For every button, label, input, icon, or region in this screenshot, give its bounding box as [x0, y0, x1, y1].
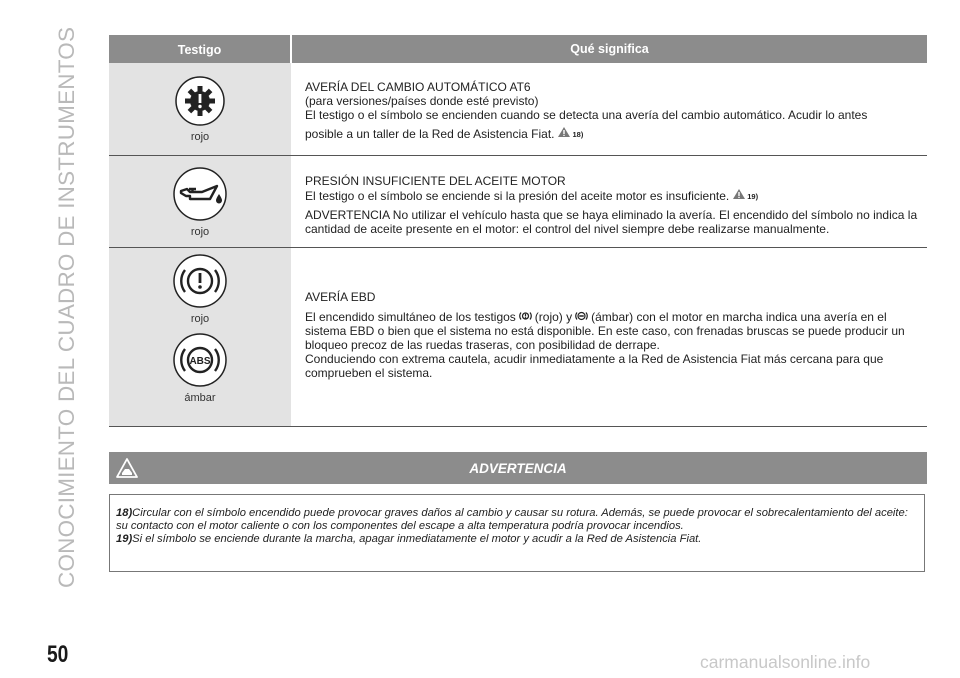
row-body-line — [305, 188, 927, 204]
table-row — [109, 156, 927, 248]
note-19 — [116, 533, 918, 546]
page-number: 50 — [47, 641, 69, 668]
row-body: El testigo o el símbolo se encienden cuando se detecta una avería del cambio automático. Acudir lo antes — [305, 108, 868, 122]
icon-caption: rojo — [190, 313, 210, 325]
abs-label: ABS — [189, 356, 211, 367]
abs-icon — [172, 332, 228, 388]
abs-inline-icon — [574, 309, 589, 323]
advertencia-header — [109, 452, 927, 484]
row-title: AVERÍA DEL CAMBIO AUTOMÁTICO AT6 — [305, 80, 531, 94]
note-reference: 19) — [747, 192, 759, 201]
warning-triangle-icon — [732, 188, 746, 200]
section-side-title: CONOCIMIENTO DEL CUADRO DE INSTRUMENTOS — [54, 26, 79, 588]
brake-warning-icon — [172, 253, 228, 309]
row-body: El testigo o el símbolo se enciende si la presión del aceite motor es insuficiente. — [305, 189, 730, 203]
table-row — [109, 248, 927, 427]
advertencia-title: ADVERTENCIA — [469, 461, 567, 476]
header-testigo: Testigo — [109, 35, 292, 63]
row-body — [305, 309, 927, 352]
row-title: PRESIÓN INSUFICIENTE DEL ACEITE MOTOR — [305, 174, 566, 188]
table-header — [109, 35, 927, 63]
gearbox-fault-icon — [174, 75, 226, 127]
description-cell — [291, 156, 927, 247]
row-advertencia: ADVERTENCIA No utilizar el vehículo hasta que se haya eliminado la avería. El encendido del símbolo no indica la cantidad de aceite presente en el motor: el control del nivel siempre debe realizarse manualmente. — [305, 208, 918, 236]
icon-caption: rojo — [190, 131, 210, 143]
note-number: 19) — [116, 533, 133, 545]
note-reference: 18) — [572, 130, 584, 139]
description-cell — [291, 63, 927, 155]
watermark: carmanualsonline.info — [700, 652, 871, 672]
row-body-text: posible a un taller de la Red de Asistencia Fiat. — [305, 127, 555, 141]
row-body-continued — [305, 126, 927, 142]
row-body-b: (rojo) y — [534, 310, 573, 324]
icon-caption: rojo — [190, 226, 210, 238]
row-body-2: Conduciendo con extrema cautela, acudir inmediatamente a la Red de Asistencia Fiat más cercana para que comprueben el sistema. — [305, 352, 884, 380]
note-text: Si el símbolo se enciende durante la marcha, apagar inmediatamente el motor y acudir a la Red de Asistencia Fiat. — [132, 533, 702, 545]
warning-lights-table — [109, 35, 927, 427]
row-subtitle: (para versiones/países donde esté previsto) — [305, 94, 539, 108]
row-body-a: El encendido simultáneo de los testigos — [305, 310, 516, 324]
icon-cell — [109, 156, 291, 247]
note-18 — [116, 507, 918, 533]
table-row — [109, 63, 927, 156]
brake-warning-inline-icon — [518, 309, 533, 323]
row-body-c: (ámbar) con el motor en marcha indica una avería en el sistema EBD o bien que el sistema no está disponible. En este caso, con frenadas bruscas se puede producir un bloqueo precoz de las ruedas traseras, con posibilidad de derrape. — [305, 310, 905, 352]
icon-caption-ambar: ámbar — [184, 392, 216, 404]
row-title: AVERÍA EBD — [305, 290, 376, 304]
advertencia-notes — [109, 494, 925, 572]
icon-cell — [109, 63, 291, 155]
note-text: Circular con el símbolo encendido puede provocar graves daños al cambio y causar su rotura. Además, se puede provocar el sobrecalentamiento del aceite: su contacto con el motor caliente o con los componentes del escape a alta temperatura podría provocar incendios. — [116, 507, 908, 532]
note-number: 18) — [116, 507, 133, 519]
warning-triangle-icon — [557, 126, 571, 138]
header-significado: Qué significa — [570, 42, 649, 56]
oil-pressure-icon — [172, 166, 228, 222]
description-cell — [291, 248, 927, 426]
icon-cell — [109, 248, 291, 426]
